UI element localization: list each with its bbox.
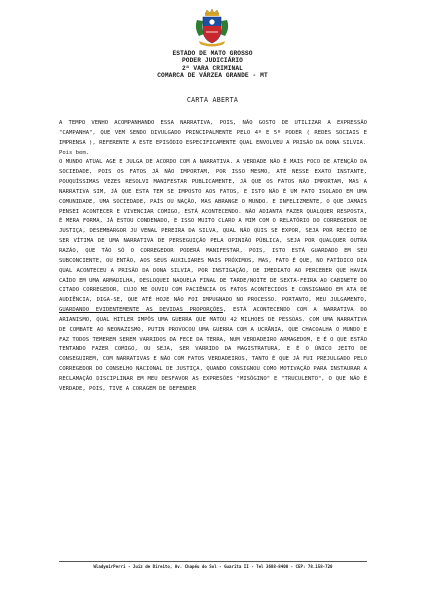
paragraph-main-part1: O MUNDO ATUAL AGE E JULGA DE ACORDO COM A NARRATIVA. A VERDADE NÃO É MAIS FOCO DE ATENÇÃO DA SOCIEDADE, POIS OS FATOS JÁ NÃO IMPORTAM, POR ISSO MESMO, ATÉ NESSE EXATO INSTANTE, POUQUÍSSIMAS VEZES RESOLVI MANIFESTAR PUBLICAMENTE, JÁ QUE OS FATOS NÃO IMPORTAM, MAS A NARRATIVA SIM, JÁ QUE ESTA TEM SE IMPOSTO AOS FATOS, E ISTO NÃO É UM FATO ISOLADO EM UMA COMUNIDADE, UMA SOCIEDADE, PAÍS OU NAÇÃO, MAS ABRANGE O MUNDO. E INFELIZMENTE, O QUE JAMAIS PENSEI ACONTECER E VIVENCIAR COMIGO, ESTÁ ACONTECENDO. NÃO ADIANTA FAZER QUALQUER RESPOSTA, É MERA FORMA, JÁ ESTOU CONDENADO, E ISSO MUITO CLARO A MIM COM O RELATÓRIO DO CORREGEDOR DE JUSTIÇA, DESEMBARGOR JU VENAL PEREIRA DA SILVA, QUAL NÃO QUIS SE EXPOR, SEJA POR RECEIO DE SER VÍTIMA DE UMA NARRATIVA DE PERSEGUIÇÃO PELA OPINIÃO PÚBLICA, SEJA POR QUALQUER OUTRA RAZÃO, QUE TÃO SÓ O CORREGEDOR PODERÁ MANIFESTAR, POIS, ISTO ESTÁ GUARDADO EM SEU SUBCONCIENTE, OU ENTÃO, AOS SEUS AUXILIARES MAIS PRÓXIMOS, MAS, FATO É QUE, NO FATÍDICO DIA QUAL ACONTECEU A PRISÃO DA DONA SILVIA, POR INSTIGAÇÃO, DE IMEDIATO AO PERCEBER QUE HAVIA CAÍDO EM UMA ARMADILHA, DESLOQUEI NAQUELA FINAL DE TARDE/NOITE DE SEXTA-FEIRA AO CABINETE DO CITADO CORREGEDOR, CUJO ME OUVIU COM PACIÊNCIA OS FATOS ACONTECIDOS E CONSIGNADO EM ATA DE AUDIÊNCIA, DIGA-SE, QUE ATÉ HOJE NÃO FOI IMPUGNADO NO PROCESSO. PORTANTO, MEU JULGAMENTO, [59,159,367,304]
paragraph-main [59,158,367,394]
header-state: ESTADO DE MATO GROSSO [172,50,253,57]
footer-divider [59,561,367,562]
document-body [59,119,367,395]
document-footer: WladymirPerri - Juiz de Direito, Av. Chapéu do Sol - Guarita II - Tel 3688-8400 - CEP: 78.158-720 [93,564,333,569]
paragraph-main-part2: , ESTÁ ACONTECENDO COM A NARRATIVA DO ARIANISMO, QUAL HITLER IMPÔS UMA GUERRA QUE MATOU 42 MILHOES DE PESSOAS. COM UMA NARRATIVA DE COMBATE AO NEONAZISMO, PUTIN PROVOCOU UMA GUERRA COM A UCRÂNIA, QUE CHACOALHA O MUNDO E FAZ TODOS TEMEREM SEREM VARRIDOS DA FECE DA TERRA, NUM VERDADEIRO ARMAGEDOM, E É O QUE ESTÃO TENTANDO FAZER COMIGO, OU SEJA, SER VARRIDO DA MAGISTRATURA, E É O ÚNICO JEITO DE CONSEGUIREM, COM NARRATIVAS E NÃO COM FATOS VERDADEIROS, TANTO É QUE JÁ FUI PREJULGADO PELO CORREGEDOR DO CONSELHO NACIONAL DE JUSTIÇA, QUANDO CONSIGNOU COMO MOTIVAÇÃO PARA INSTAURAR A RECLAMAÇÃO DISCIPLINAR EM MEU DESFAVOR AS EXPRESÕES "MISÓGINO" E "TRUCULENTO", O QUE NÃO É VERDADE, POIS, TIVE A CORAGEM DE DEFENDER [59,307,368,392]
header-court: 2ª VARA CRIMINAL [181,64,243,72]
document-header [0,50,425,79]
underlined-phrase: GUARDANDO EVIDENTEMENTE AS DEVIDAS PROPORÇÕES [59,307,223,314]
document-title: CARTA ABERTA [186,96,239,104]
coat-of-arms-icon [193,8,231,48]
paragraph-intro: A TEMPO VENHO ACOMPANHANDO ESSA NARRATIVA, POIS, NÃO GOSTO DE UTILIZAR A EXPRESSÃO "CAMPANHA", QUE VEM SENDO DIVULGADO PRINCIPALMENTE PELO 4º E 5º PODER ( REDES SOCIAIS E IMPRENSA ), REFERENTE A ESTE EPISÓDIO ESPECIFICAMENTE QUAL ENVOLVEU A PRISÃO DA DONA SILVIA. [59,120,367,146]
paragraph-pois-bem: Pois bem. [59,149,90,156]
header-judiciary: PODER JUDICIÁRIO [181,57,243,65]
header-district: COMARCA DE VÁRZEA GRANDE - MT [157,71,268,79]
